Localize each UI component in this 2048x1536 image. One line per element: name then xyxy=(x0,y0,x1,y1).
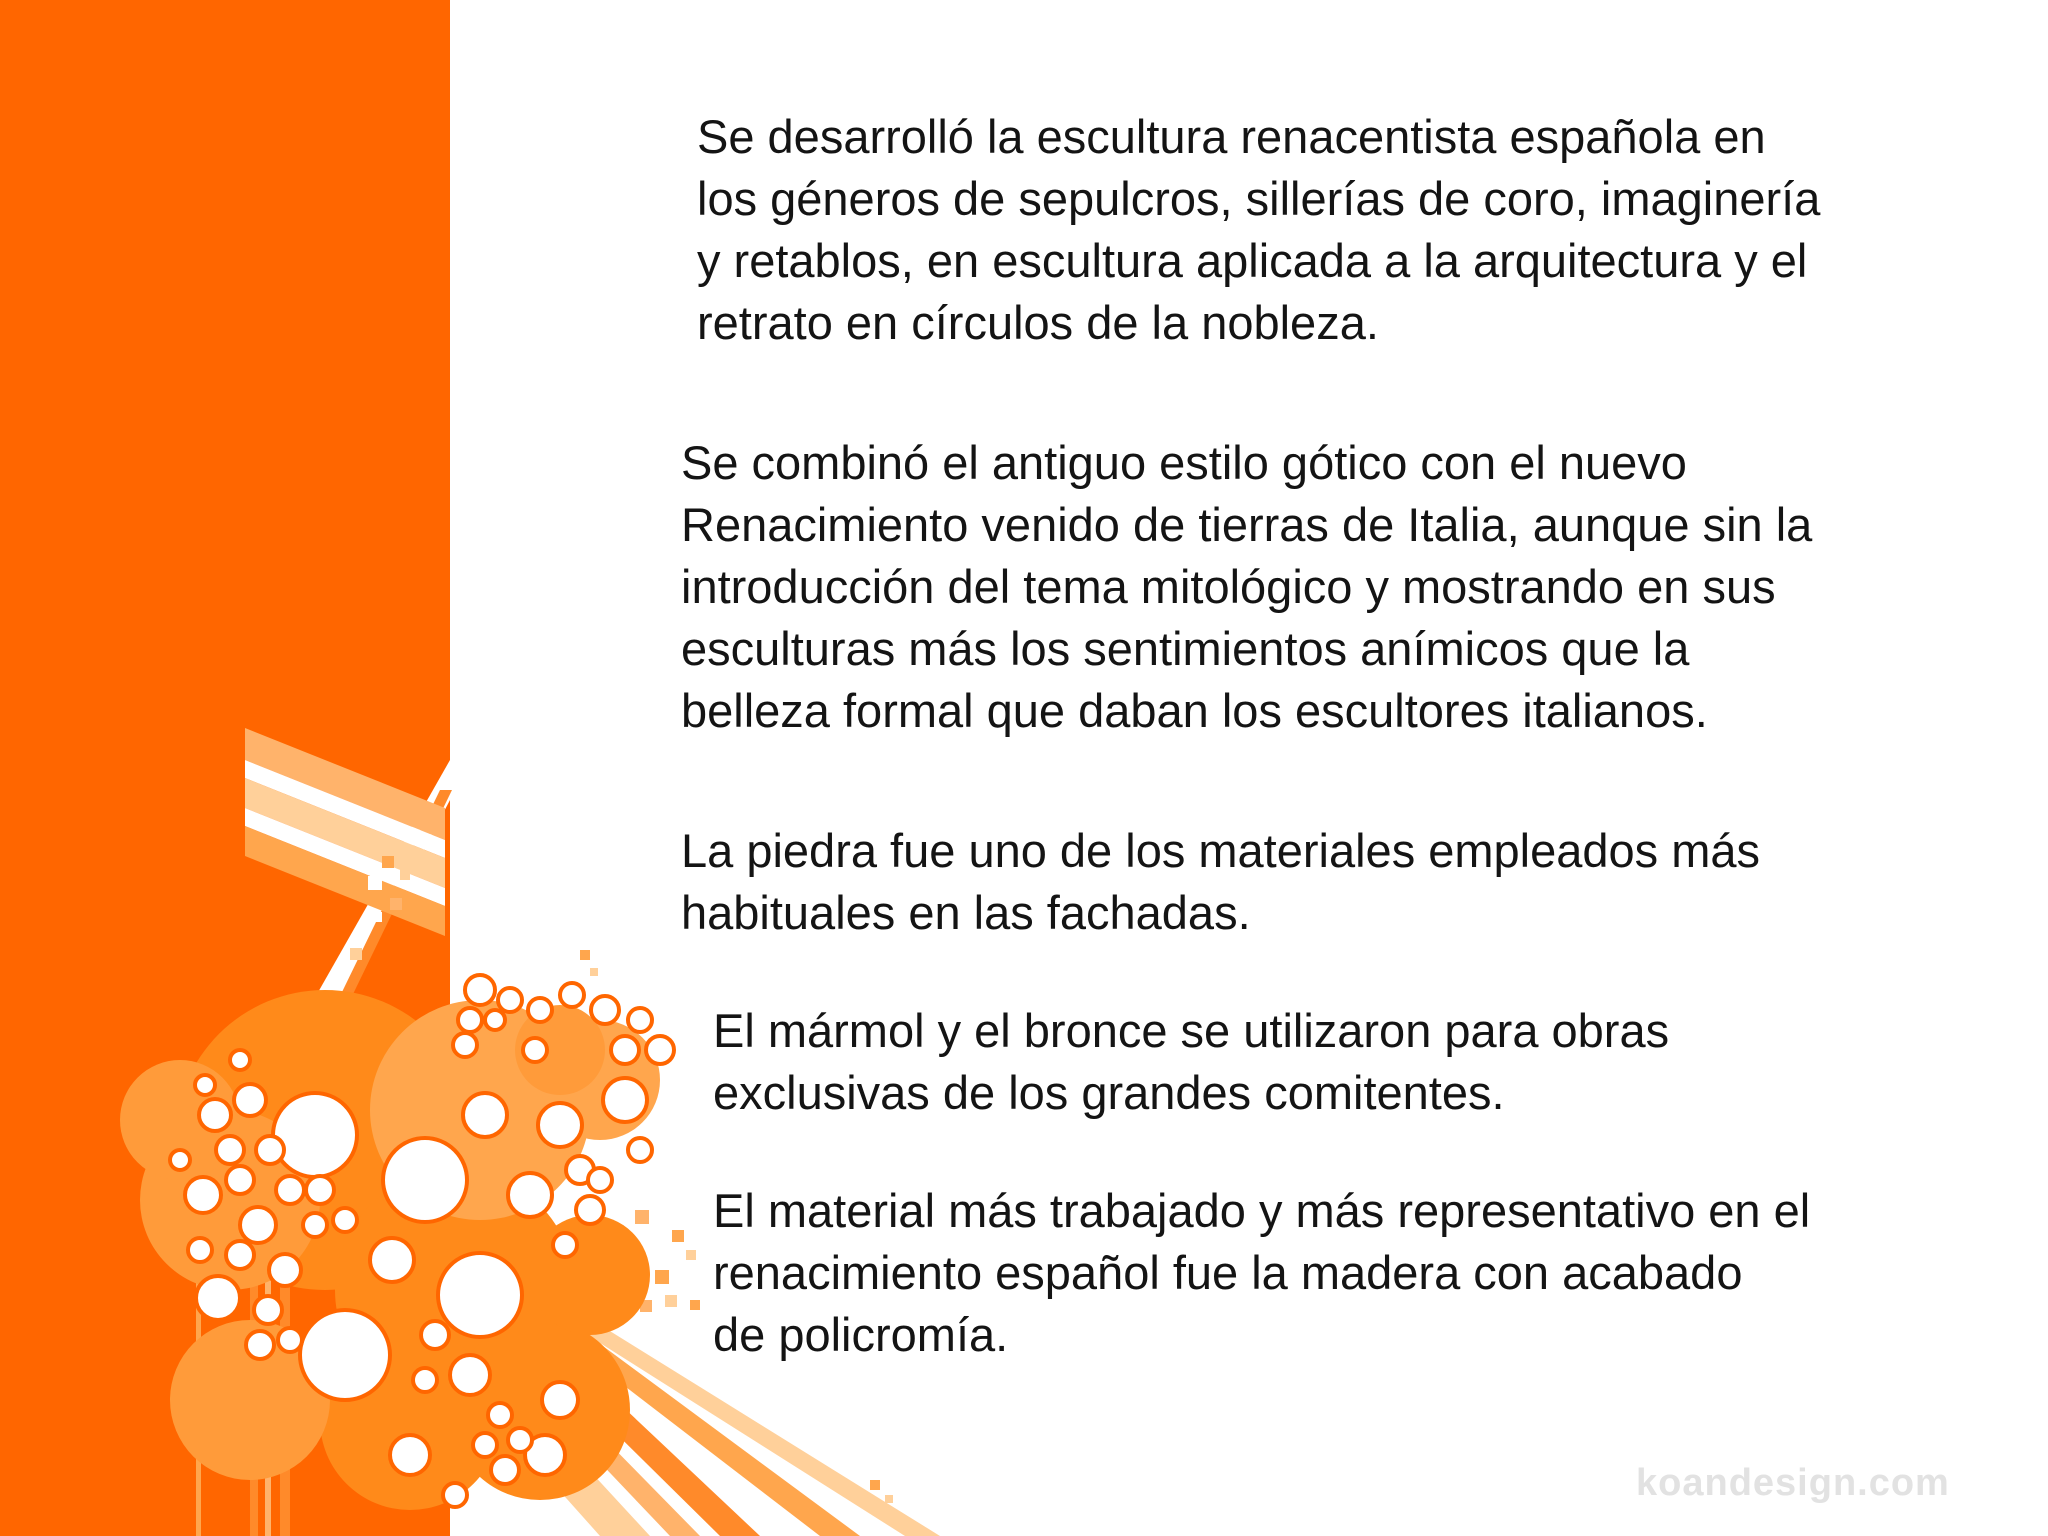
paragraph-wood-polychrome: El material más trabajado y más representativo en el renacimiento español fue la madera con acabado de policromía. xyxy=(713,1184,1811,1361)
paragraph-marble-bronze: El mármol y el bronce se utilizaron para obras exclusivas de los grandes comitentes. xyxy=(713,1004,1670,1119)
watermark: koandesign.com xyxy=(1636,1462,1950,1504)
paragraph-sculpture-genres: Se desarrolló la escultura renacentista española en los géneros de sepulcros, sillerías de coro, imaginería y retablos, en escultura aplicada a la arquitectura y el retrato en círculos de la nobleza. xyxy=(697,110,1821,349)
paragraph-gothic-renaissance: Se combinó el antiguo estilo gótico con el nuevo Renacimiento venido de tierras de Italia, aunque sin la introducción del tema mitológico y mostrando en sus esculturas más los sentimientos anímicos que la belleza formal que daban los escultores italianos. xyxy=(681,436,1813,737)
paragraph-stone: La piedra fue uno de los materiales empleados más habituales en las fachadas. xyxy=(681,824,1761,939)
